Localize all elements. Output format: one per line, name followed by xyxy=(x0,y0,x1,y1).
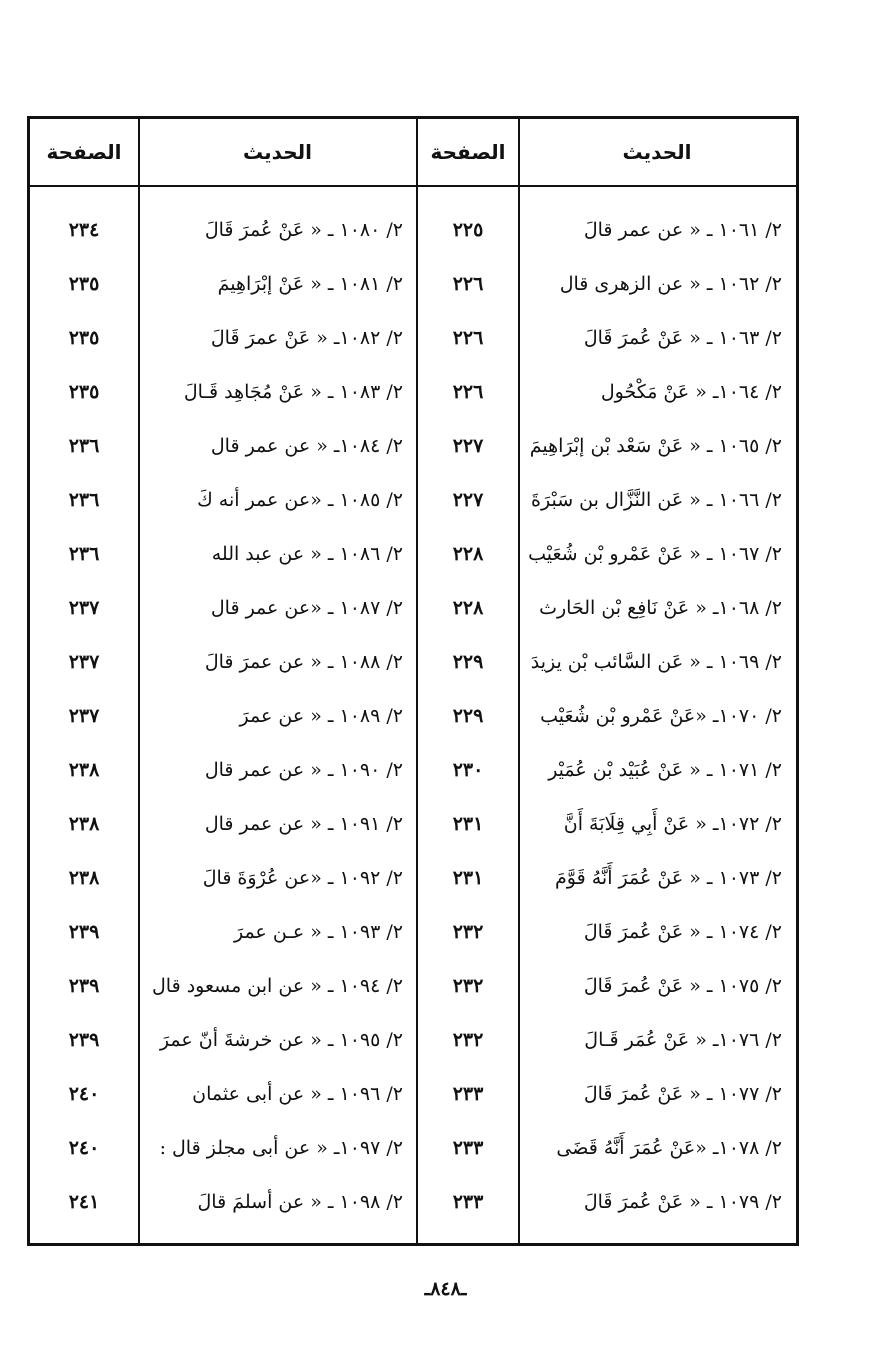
table-row xyxy=(30,743,417,797)
index-table xyxy=(27,116,799,1246)
page-number-cell: ٢٣٨ xyxy=(68,813,100,835)
table-row xyxy=(30,257,417,311)
hadith-entry: ٢/ ١٠٧٩ ـ « عَنْ عُمرَ قَالَ xyxy=(583,1191,782,1213)
page-number-cell: ٢٤١ xyxy=(68,1191,100,1213)
hadith-entry: ٢/ ١٠٨١ ـ « عَنْ إبْرَاهِيمَ xyxy=(217,273,403,295)
left-panel xyxy=(27,116,417,1246)
table-row xyxy=(418,203,796,257)
hadith-entry: ٢/ ١٠٨٥ ـ «عن عمر أنه كَ xyxy=(197,489,403,511)
hadith-entry: ٢/ ١٠٨٤ـ « عن عمر قال xyxy=(210,435,403,457)
hadith-entry: ٢/ ١٠٦٤ـ « عَنْ مَكْحُول xyxy=(600,381,782,403)
page-number-cell: ٢٢٨ xyxy=(452,597,484,619)
page-number-cell: ٢٣٨ xyxy=(68,867,100,889)
hadith-entry: ٢/ ١٠٨٣ ـ « عَنْ مُجَاهِد قَـالَ xyxy=(183,381,403,403)
page-number-cell: ٢٢٩ xyxy=(452,705,484,727)
page-number-cell: ٢٣٦ xyxy=(68,489,100,511)
hadith-entry: ٢/ ١٠٧٨ـ «عَنْ عُمَرَ أَنَّهُ قَضَى xyxy=(556,1137,782,1159)
table-row xyxy=(418,527,796,581)
right-panel xyxy=(416,116,799,1246)
page-number: ـ٨٤٨ـ xyxy=(424,1278,467,1300)
table-row xyxy=(418,905,796,959)
hadith-entry: ٢/ ١٠٨٢ـ « عَنْ عمرَ قَالَ xyxy=(210,327,403,349)
table-row xyxy=(418,797,796,851)
table-row xyxy=(418,743,796,797)
table-row xyxy=(30,1013,417,1067)
hadith-entry: ٢/ ١٠٦٧ ـ « عَنْ عَمْرو بْن شُعَيْب xyxy=(528,543,782,565)
page-number-cell: ٢٣٢ xyxy=(452,975,484,997)
table-row xyxy=(30,203,417,257)
table-row xyxy=(418,581,796,635)
page-number-cell: ٢٣٦ xyxy=(68,435,100,457)
table-row xyxy=(30,581,417,635)
table-row xyxy=(30,1121,417,1175)
page-number-cell: ٢٤٠ xyxy=(68,1083,100,1105)
header-row xyxy=(30,119,417,187)
table-row xyxy=(418,635,796,689)
table-row xyxy=(30,1067,417,1121)
hadith-entry: ٢/ ١٠٩٠ ـ « عن عمر قال xyxy=(204,759,403,781)
table-row xyxy=(30,635,417,689)
header-hadith: الحديث xyxy=(622,140,692,164)
page-number-cell: ٢٣٢ xyxy=(452,921,484,943)
hadith-entry: ٢/ ١٠٦٦ ـ « عَن النَّزَّال بن سَبْرَةَ xyxy=(531,489,782,511)
hadith-entry: ٢/ ١٠٨٩ ـ « عن عمرَ xyxy=(239,705,403,727)
hadith-entry: ٢/ ١٠٦١ ـ « عن عمر قالَ xyxy=(583,219,782,241)
hadith-entry: ٢/ ١٠٩٤ ـ « عن ابن مسعود قال xyxy=(151,975,403,997)
table-row xyxy=(30,689,417,743)
hadith-entry: ٢/ ١٠٧١ ـ « عَنْ عُبَيْد بْن عُمَيْر xyxy=(548,759,782,781)
table-row xyxy=(418,311,796,365)
page-number-cell: ٢٣٦ xyxy=(68,543,100,565)
page-number-cell: ٢٣١ xyxy=(452,813,484,835)
page-number-cell: ٢٢٧ xyxy=(452,489,484,511)
page-number-cell: ٢٣٥ xyxy=(68,273,100,295)
hadith-entry: ٢/ ١٠٩٢ ـ «عن عُرْوَةَ قالَ xyxy=(202,867,403,889)
header-row xyxy=(418,119,796,187)
page-number-cell: ٢٣٣ xyxy=(452,1191,484,1213)
page-number-cell: ٢٣٧ xyxy=(68,705,100,727)
page-number-cell: ٢٣٥ xyxy=(68,381,100,403)
hadith-entry: ٢/ ١٠٩١ ـ « عن عمر قال xyxy=(204,813,403,835)
page-number-cell: ٢٢٨ xyxy=(452,543,484,565)
hadith-entry: ٢/ ١٠٨٦ ـ « عن عبد الله xyxy=(211,543,403,565)
hadith-entry: ٢/ ١٠٦٩ ـ « عَن السَّائب بْن يزيدَ xyxy=(530,651,782,673)
table-row xyxy=(30,473,417,527)
hadith-entry: ٢/ ١٠٩٧ـ « عن أبى مجلز قال : xyxy=(159,1137,403,1159)
table-row xyxy=(30,365,417,419)
hadith-entry: ٢/ ١٠٩٦ ـ « عن أبى عثمان xyxy=(192,1083,403,1105)
table-row xyxy=(30,311,417,365)
hadith-entry: ٢/ ١٠٦٨ـ « عَنْ نَافِع بْن الحَارث xyxy=(539,597,782,619)
page-number-cell: ٢٣٠ xyxy=(452,759,484,781)
header-page: الصفحة xyxy=(46,140,122,164)
hadith-entry: ٢/ ١٠٦٢ ـ « عن الزهرى قال xyxy=(559,273,782,295)
table-row xyxy=(418,851,796,905)
page-number-cell: ٢٣٥ xyxy=(68,327,100,349)
page-number-cell: ٢٣١ xyxy=(452,867,484,889)
hadith-entry: ٢/ ١٠٧٦ـ « عَنْ عُمَر قَـالَ xyxy=(584,1029,782,1051)
hadith-entry: ٢/ ١٠٧٠ـ «عَنْ عَمْرو بْن شُعَيْب xyxy=(540,705,782,727)
hadith-entry: ٢/ ١٠٨٨ ـ « عن عمرَ قالَ xyxy=(204,651,403,673)
page-number-cell: ٢٢٦ xyxy=(452,327,484,349)
hadith-entry: ٢/ ١٠٦٣ ـ « عَنْ عُمرَ قَالَ xyxy=(583,327,782,349)
page-number-cell: ٢٣٣ xyxy=(452,1137,484,1159)
page-number-cell: ٢٢٥ xyxy=(452,219,484,241)
page-number-cell: ٢٣٣ xyxy=(452,1083,484,1105)
hadith-entry: ٢/ ١٠٦٥ ـ « عَنْ سَعْد بْن إبْرَاهِيمَ xyxy=(529,435,782,457)
hadith-entry: ٢/ ١٠٧٢ـ « عَنْ أَبِي قِلَابَةَ أَنَّ xyxy=(563,813,782,835)
table-row xyxy=(418,1067,796,1121)
page-number-cell: ٢٣٩ xyxy=(68,1029,100,1051)
page-number-cell: ٢٢٦ xyxy=(452,381,484,403)
table-row xyxy=(418,365,796,419)
table-row xyxy=(418,419,796,473)
page-number-cell: ٢٣٩ xyxy=(68,975,100,997)
page-number-cell: ٢٣٧ xyxy=(68,651,100,673)
page-number-cell: ٢٣٧ xyxy=(68,597,100,619)
table-row xyxy=(30,527,417,581)
table-row xyxy=(418,1175,796,1229)
page-number-cell: ٢٣٩ xyxy=(68,921,100,943)
page-number-cell: ٢٢٦ xyxy=(452,273,484,295)
page-number-cell: ٢٣٨ xyxy=(68,759,100,781)
table-row xyxy=(30,905,417,959)
hadith-entry: ٢/ ١٠٨٧ ـ «عن عمر قال xyxy=(210,597,403,619)
hadith-entry: ٢/ ١٠٩٣ ـ « عـن عمرَ xyxy=(233,921,403,943)
page-number-cell: ٢٤٠ xyxy=(68,1137,100,1159)
table-row xyxy=(30,797,417,851)
header-page: الصفحة xyxy=(430,140,506,164)
table-row xyxy=(30,851,417,905)
table-row xyxy=(418,959,796,1013)
table-row xyxy=(30,959,417,1013)
hadith-entry: ٢/ ١٠٧٣ ـ « عَنْ عُمَرَ أَنَّهُ قَوَّمَ xyxy=(555,867,782,889)
hadith-entry: ٢/ ١٠٧٤ ـ « عَنْ عُمرَ قَالَ xyxy=(583,921,782,943)
hadith-entry: ٢/ ١٠٧٥ ـ « عَنْ عُمرَ قَالَ xyxy=(583,975,782,997)
hadith-entry: ٢/ ١٠٩٨ ـ « عن أسلمَ قالَ xyxy=(197,1191,403,1213)
table-row xyxy=(418,689,796,743)
page-number-cell: ٢٣٤ xyxy=(68,219,100,241)
page-number-cell: ٢٢٩ xyxy=(452,651,484,673)
table-row xyxy=(418,473,796,527)
table-row xyxy=(418,1121,796,1175)
page-number-cell: ٢٣٢ xyxy=(452,1029,484,1051)
header-hadith: الحديث xyxy=(243,140,313,164)
table-row xyxy=(418,257,796,311)
hadith-entry: ٢/ ١٠٧٧ ـ « عَنْ عُمرَ قَالَ xyxy=(583,1083,782,1105)
hadith-entry: ٢/ ١٠٩٥ ـ « عن خرشةَ أنّ عمرَ xyxy=(159,1029,403,1051)
table-row xyxy=(418,1013,796,1067)
page-number-cell: ٢٢٧ xyxy=(452,435,484,457)
table-row xyxy=(30,1175,417,1229)
table-row xyxy=(30,419,417,473)
hadith-entry: ٢/ ١٠٨٠ ـ « عَنْ عُمرَ قَالَ xyxy=(204,219,403,241)
